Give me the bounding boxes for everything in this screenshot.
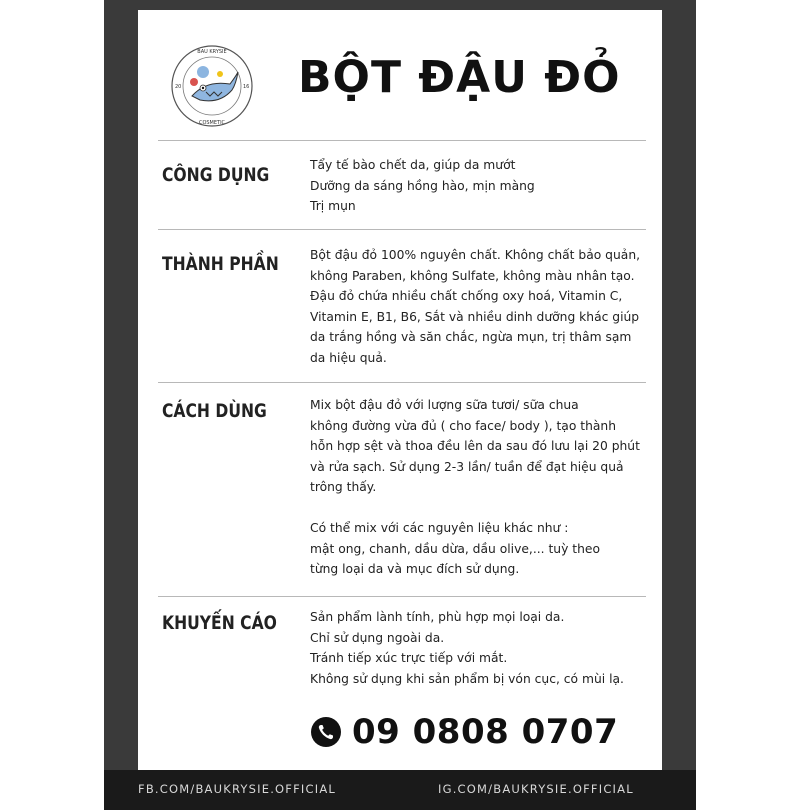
brand-logo	[170, 44, 254, 128]
section-label-ingredients: THÀNH PHẦN	[162, 253, 279, 275]
section-label-uses: CÔNG DỤNG	[162, 164, 270, 186]
divider	[158, 229, 646, 230]
logo-year-left: 20	[175, 84, 182, 90]
body-line: Trị mụn	[310, 199, 356, 214]
contact-phone	[310, 710, 618, 754]
body-line: Không sử dụng khi sản phẩm bị vón cục, có mùi lạ.	[310, 671, 624, 686]
product-info-sheet	[138, 10, 662, 800]
top-frame-bar	[104, 0, 696, 10]
paragraph-gap	[310, 498, 655, 518]
body-line: Dưỡng da sáng hồng hào, mịn màng	[310, 178, 535, 193]
body-line: không đường vừa đủ ( cho face/ body ), tạo thành	[310, 418, 616, 433]
divider	[158, 140, 646, 141]
body-line: từng loại da và mục đích sử dụng.	[310, 562, 520, 577]
section-label-usage: CÁCH DÙNG	[162, 400, 267, 422]
section-body-warnings	[310, 607, 655, 689]
body-line: Sản phẩm lành tính, phù hợp mọi loại da.	[310, 610, 565, 624]
logo-text-bottom: COSMETIC	[198, 120, 226, 126]
product-title: BỘT ĐẬU ĐỎ	[298, 52, 621, 103]
divider	[158, 596, 646, 597]
section-body-usage	[310, 395, 655, 580]
facebook-link[interactable]: FB.COM/BAUKRYSIE.OFFICIAL	[138, 782, 337, 796]
body-line: da trắng hồng và săn chắc, ngừa mụn, trị thâm sạm	[310, 330, 632, 345]
body-line: Có thể mix với các nguyên liệu khác như :	[310, 520, 569, 535]
right-frame-bar	[662, 0, 696, 800]
divider	[158, 382, 646, 383]
body-line: Mix bột đậu đỏ với lượng sữa tươi/ sữa chua	[310, 398, 579, 412]
section-body-uses	[310, 155, 655, 217]
body-line: trông thấy.	[310, 480, 377, 495]
body-line: và rửa sạch. Sử dụng 2-3 lần/ tuần để đạt hiệu quả	[310, 459, 624, 474]
section-label-warnings: KHUYẾN CÁO	[162, 612, 277, 634]
body-line: Đậu đỏ chứa nhiều chất chống oxy hoá, Vitamin C,	[310, 289, 623, 304]
body-line: Tránh tiếp xúc trực tiếp với mắt.	[310, 651, 508, 666]
phone-icon	[310, 716, 342, 748]
instagram-link[interactable]: IG.COM/BAUKRYSIE.OFFICIAL	[438, 782, 634, 796]
logo-year-right: 16	[243, 84, 250, 90]
footer-bar	[104, 770, 696, 810]
body-line: Tẩy tế bào chết da, giúp da mướt	[310, 158, 516, 172]
body-line: hỗn hợp sệt và thoa đều lên da sau đó lưu lại 20 phút	[310, 439, 640, 454]
body-line: Vitamin E, B1, B6, Sắt và nhiều dinh dưỡng khác giúp	[310, 309, 640, 324]
body-line: da hiệu quả.	[310, 350, 387, 365]
left-frame-bar	[104, 0, 138, 800]
body-line: Bột đậu đỏ 100% nguyên chất. Không chất bảo quản,	[310, 248, 641, 262]
body-line: Chỉ sử dụng ngoài da.	[310, 630, 445, 645]
body-line: không Paraben, không Sulfate, không màu nhân tạo.	[310, 268, 635, 283]
logo-text-top: BAU KRYSIE	[197, 49, 227, 55]
phone-number[interactable]: 09 0808 0707	[352, 712, 619, 752]
body-line: mật ong, chanh, dầu dừa, dầu olive,... tuỳ theo	[310, 541, 600, 556]
section-body-ingredients	[310, 245, 655, 369]
